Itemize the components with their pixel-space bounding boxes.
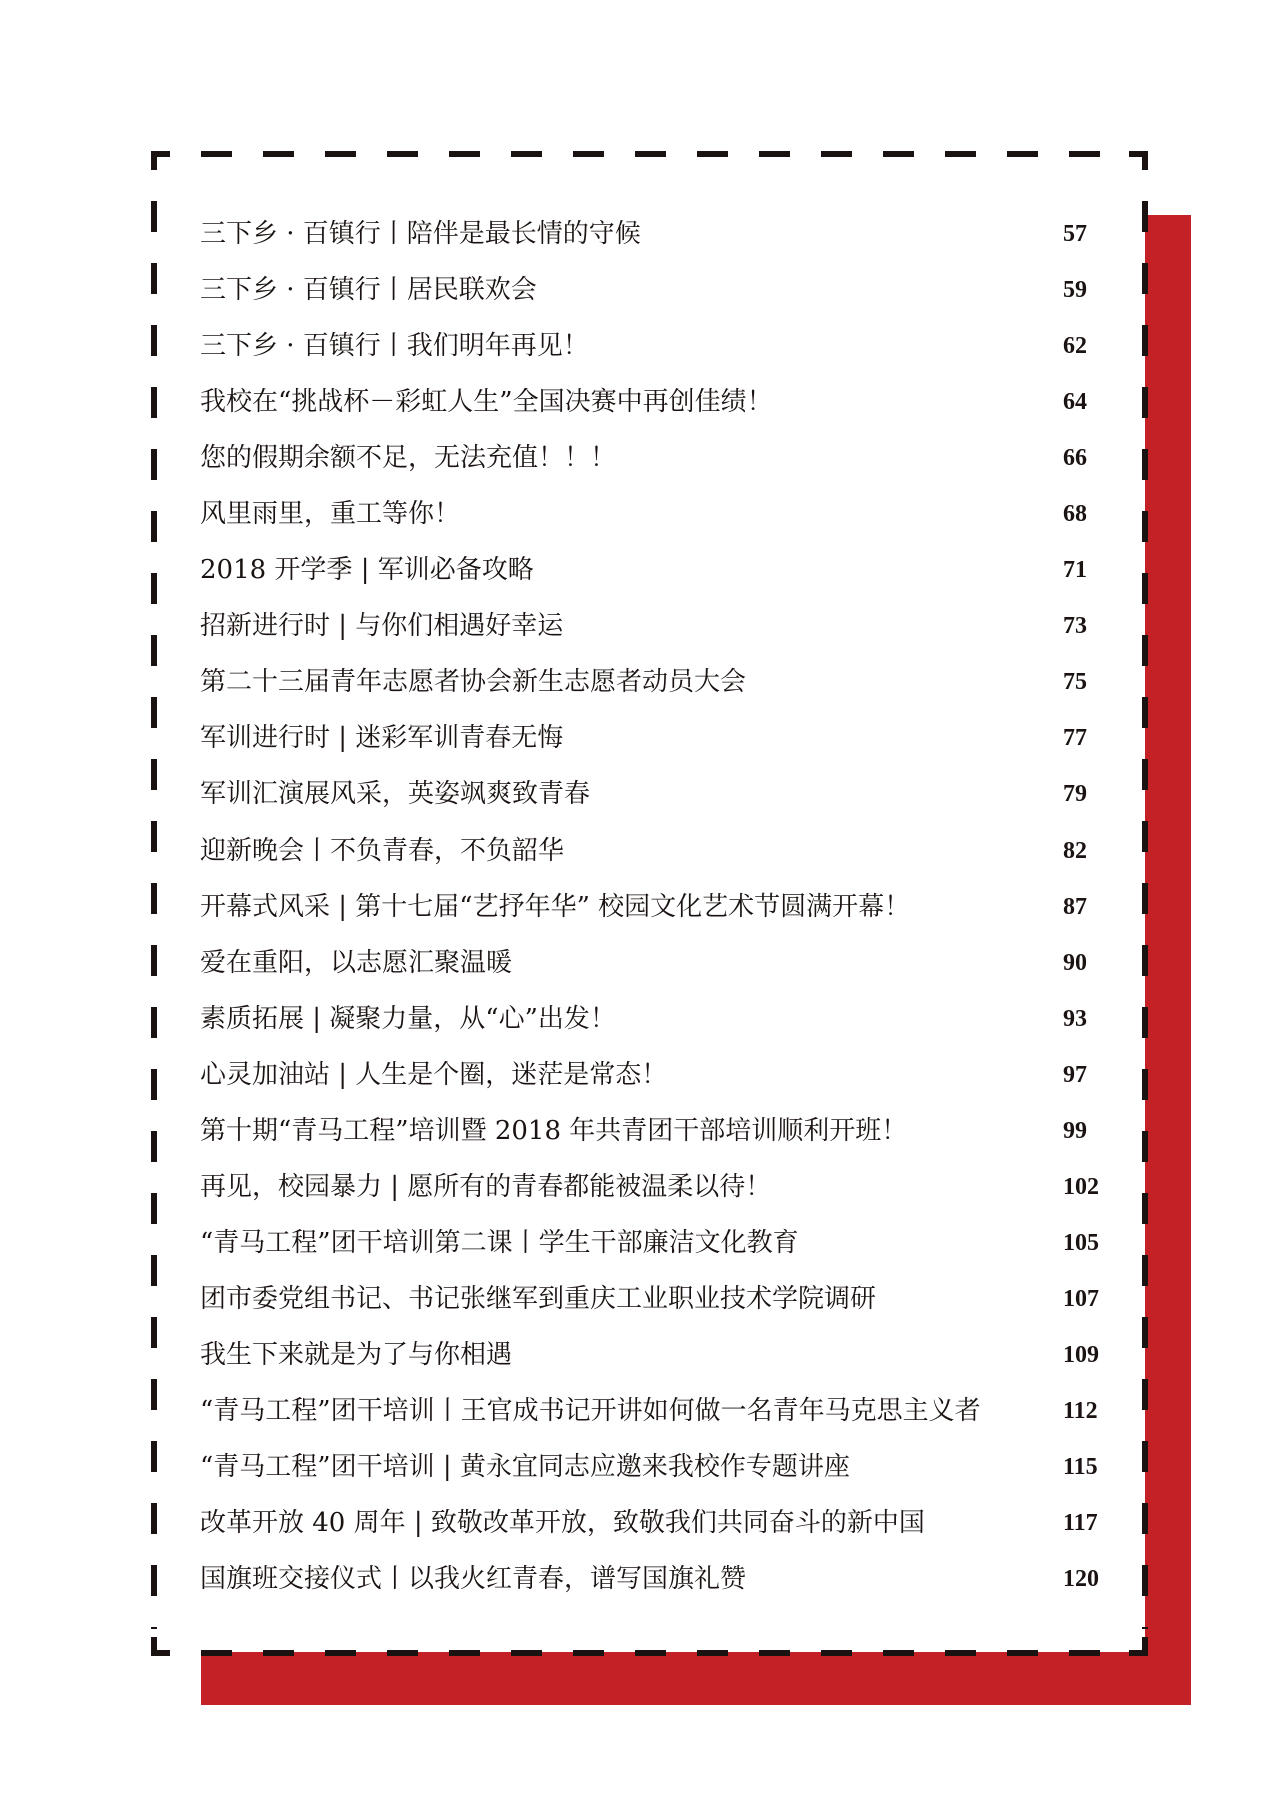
toc-entry-title: 2018 开学季 | 军训必备攻略 [200,555,534,586]
toc-entry-page: 99 [1063,1117,1087,1144]
toc-entry[interactable] [200,710,1120,766]
toc-entry-page: 64 [1063,389,1087,416]
toc-entry-page: 75 [1063,669,1087,696]
toc-entry[interactable] [200,1047,1120,1103]
toc-entry-title: 军训汇演展风采，英姿飒爽致青春 [200,779,591,810]
toc-entry[interactable] [200,1495,1120,1551]
toc-entry-page: 97 [1063,1061,1087,1088]
toc-entry[interactable] [200,318,1120,374]
toc-entry[interactable] [200,206,1120,262]
toc-entry[interactable] [200,991,1120,1047]
toc-entry-title: 再见，校园暴力 | 愿所有的青春都能被温柔以待！ [200,1171,772,1202]
toc-entry-title: 招新进行时 | 与你们相遇好幸运 [200,611,564,642]
frame-corner-bottom-left [151,1637,170,1656]
toc-entry[interactable] [200,1327,1120,1383]
toc-entry-title: 军训进行时 | 迷彩军训青春无悔 [200,723,564,754]
toc-entry-page: 93 [1063,1005,1087,1032]
toc-entry-title: 迎新晚会丨不负青春，不负韶华 [200,835,565,866]
frame-corner-top-right [1129,151,1148,170]
toc-entry-page: 57 [1063,221,1087,247]
toc-entry-page: 73 [1063,613,1087,640]
toc-entry[interactable] [200,654,1120,710]
frame-dashed-left [151,201,157,1629]
toc-entry-title: 国旗班交接仪式丨以我火红青春，谱写国旗礼赞 [200,1564,747,1595]
toc-entry-page: 117 [1063,1510,1098,1537]
toc-entry-page: 62 [1063,333,1087,360]
toc-entry[interactable] [200,1215,1120,1271]
toc-entry[interactable] [200,1159,1120,1215]
toc-entry-page: 79 [1063,781,1087,808]
red-shadow-bottom [201,1652,1191,1705]
toc-entry-page: 68 [1063,501,1087,528]
toc-entry-page: 66 [1063,445,1087,472]
toc-entry-title: 素质拓展 | 凝聚力量，从“心”出发！ [200,1003,616,1034]
toc-entry[interactable] [200,823,1120,879]
toc-entry-page: 77 [1063,725,1087,752]
frame-dashed-top [201,151,1129,157]
red-shadow-right [1145,215,1191,1705]
toc-entry[interactable] [200,374,1120,430]
toc-entry-page: 107 [1063,1285,1099,1312]
toc-entry[interactable] [200,262,1120,318]
toc-entry[interactable] [200,1439,1120,1495]
toc-entry-page: 82 [1063,837,1087,864]
toc-entry-title: 我校在“挑战杯－彩虹人生”全国决赛中再创佳绩！ [200,387,773,418]
toc-entry-page: 90 [1063,949,1087,976]
toc-entry-page: 112 [1063,1397,1098,1424]
toc-entry-page: 102 [1063,1173,1099,1200]
toc-entry[interactable] [200,1383,1120,1439]
toc-entry[interactable] [200,542,1120,598]
toc-entry[interactable] [200,1103,1120,1159]
toc-entry-title: “青马工程”团干培训第二课丨学生干部廉洁文化教育 [200,1227,799,1258]
toc-entry-title: 开幕式风采 | 第十七届“艺抒年华” 校园文化艺术节圆满开幕！ [200,891,911,922]
toc-entry[interactable] [200,430,1120,486]
toc-entry-title: 我生下来就是为了与你相遇 [200,1339,513,1370]
toc-entry-title: “青马工程”团干培训 | 黄永宜同志应邀来我校作专题讲座 [200,1452,850,1483]
toc-entry-title: 爱在重阳，以志愿汇聚温暖 [200,947,513,978]
toc-entry[interactable] [200,486,1120,542]
frame-corner-top-left [151,151,170,170]
table-of-contents [200,206,1120,1607]
toc-entry-title: 三下乡 · 百镇行丨我们明年再见！ [200,331,589,362]
toc-entry[interactable] [200,766,1120,822]
toc-entry-title: 您的假期余额不足，无法充值！！！ [200,443,617,474]
frame-dashed-right [1142,201,1148,1629]
toc-entry-title: 第十期“青马工程”培训暨 2018 年共青团干部培训顺利开班！ [200,1115,908,1146]
toc-entry-page: 87 [1063,893,1087,920]
frame-dashed-bottom [201,1650,1129,1656]
toc-entry-title: “青马工程”团干培训丨王官成书记开讲如何做一名青年马克思主义者 [200,1395,981,1426]
frame-corner-bottom-right [1129,1637,1148,1656]
toc-entry[interactable] [200,1551,1120,1607]
toc-entry-title: 团市委党组书记、书记张继军到重庆工业职业技术学院调研 [200,1283,877,1314]
toc-entry-title: 第二十三届青年志愿者协会新生志愿者动员大会 [200,667,747,698]
toc-entry-page: 115 [1063,1454,1098,1481]
toc-entry-title: 改革开放 40 周年 | 致敬改革开放，致敬我们共同奋斗的新中国 [200,1508,925,1539]
toc-entry-title: 三下乡 · 百镇行丨陪伴是最长情的守候 [200,219,641,249]
toc-entry-title: 风里雨里，重工等你！ [200,499,461,530]
toc-entry[interactable] [200,598,1120,654]
toc-entry[interactable] [200,879,1120,935]
toc-entry-page: 71 [1063,557,1087,584]
toc-entry-page: 109 [1063,1341,1099,1368]
toc-entry-page: 105 [1063,1229,1099,1256]
toc-entry-page: 120 [1063,1566,1099,1593]
toc-entry[interactable] [200,1271,1120,1327]
toc-entry-page: 59 [1063,277,1087,304]
toc-entry-title: 三下乡 · 百镇行丨居民联欢会 [200,275,537,306]
toc-entry[interactable] [200,935,1120,991]
toc-entry-title: 心灵加油站 | 人生是个圈，迷茫是常态！ [200,1059,668,1090]
